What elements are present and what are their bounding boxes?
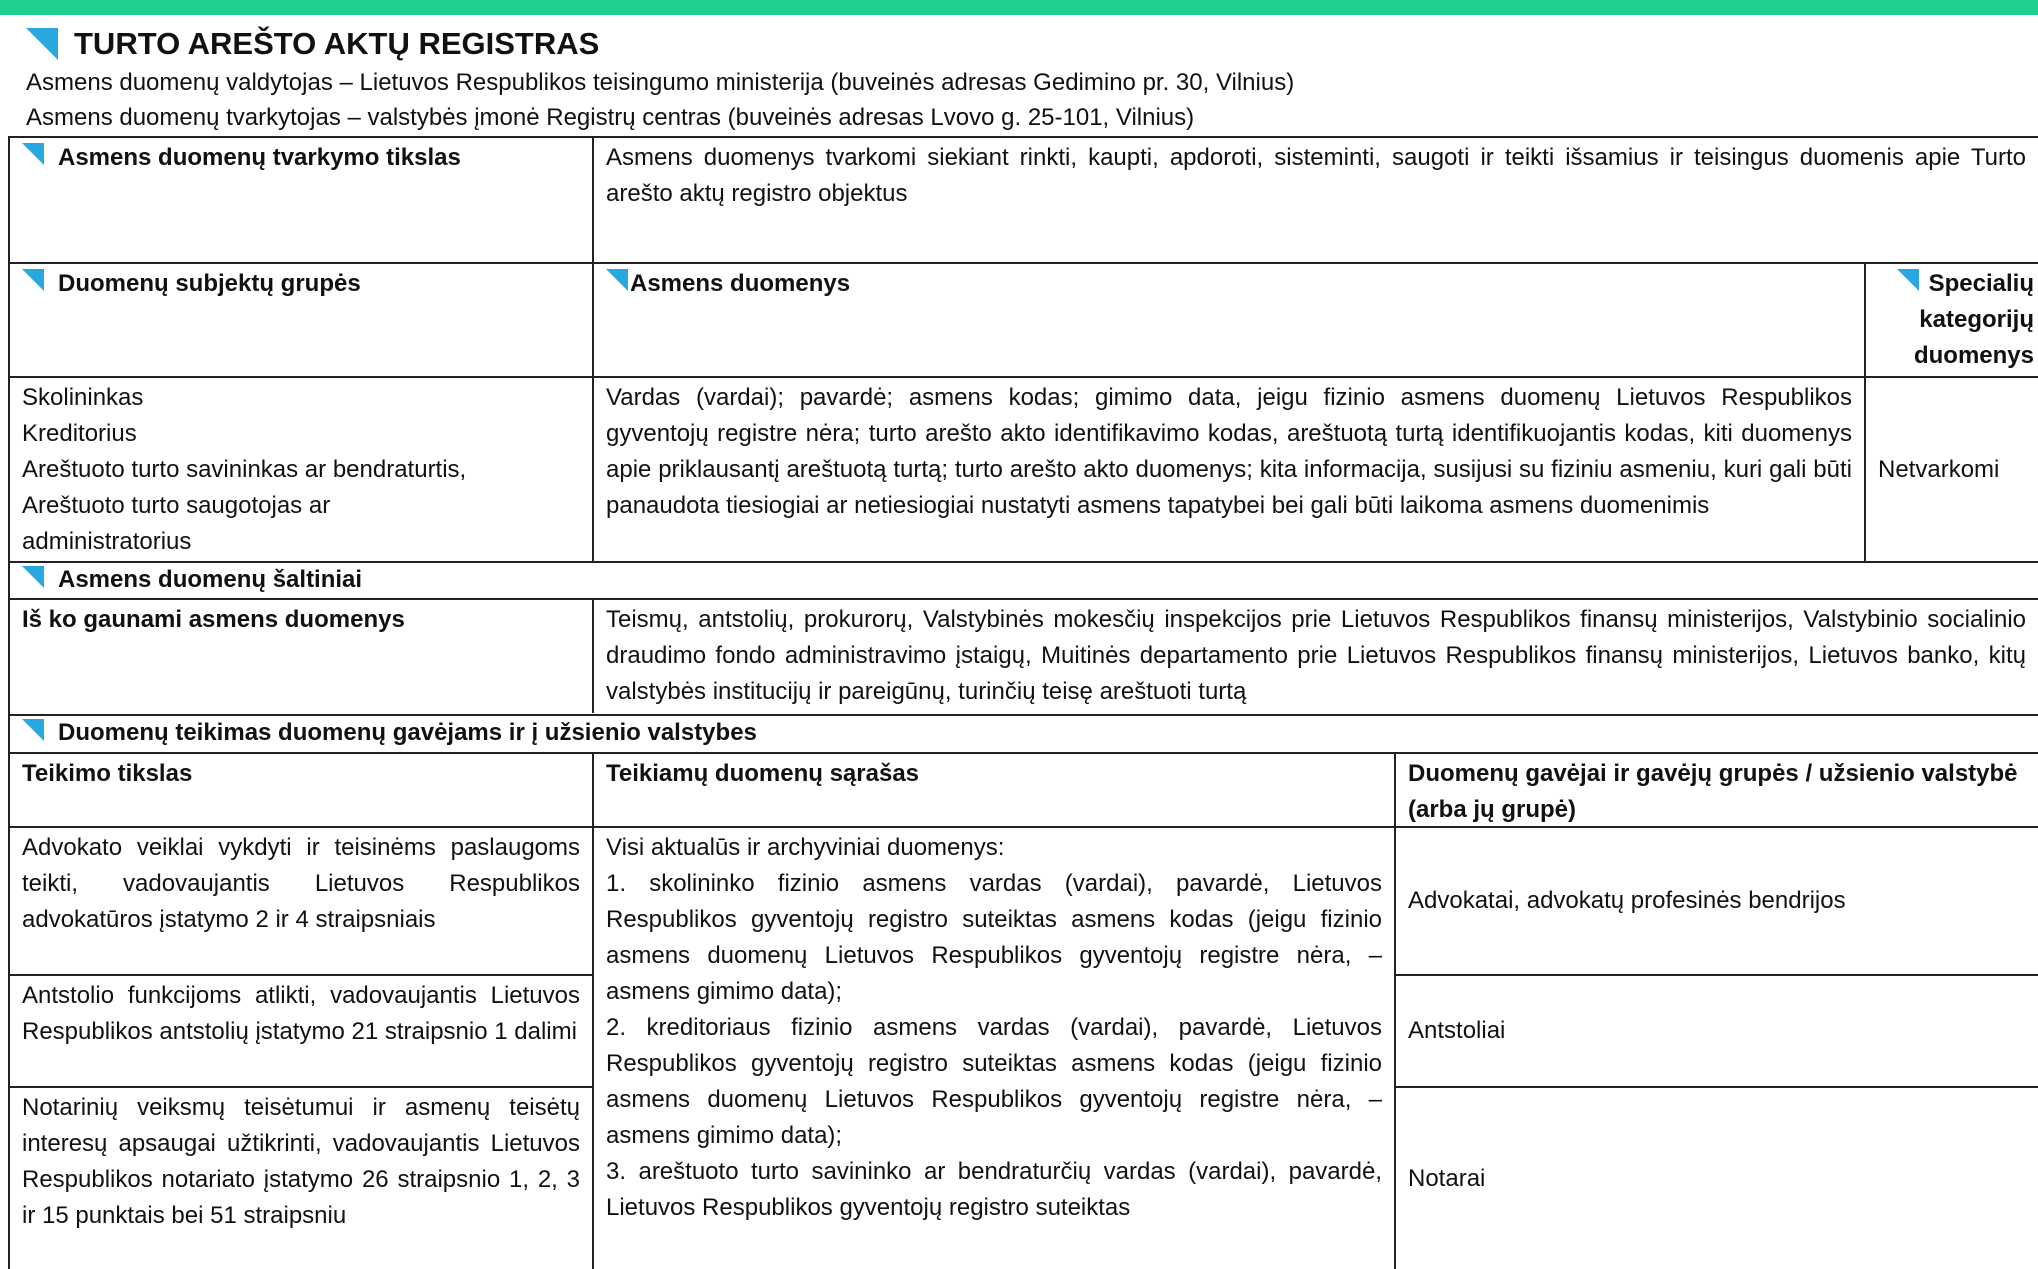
sources-section-header: [10, 563, 2038, 598]
corner-triangle-icon: [22, 269, 44, 291]
recipient-cell: [1396, 1088, 2038, 1269]
data-list-item: 2. kreditoriaus fizinio asmens vardas (vardai), pavardė, Lietuvos Respublikos gyventojų registro suteiktas asmens kodas (jeigu fizinio asmens duomenų Lietuvos Respublikos gyventojų registre nėra, – asmens gimimo data);: [606, 1014, 1382, 1149]
processor-line: Asmens duomenų tvarkytojas – valstybės įmonė Registrų centras (buveinės adresas Lvovo g. 25-101, Vilnius): [26, 104, 1195, 131]
provision-purpose-row: Antstolio funkcijoms atlikti, vadovaujantis Lietuvos Respublikos antstolių įstatymo 21 straipsnio 1 dalimi: [22, 982, 580, 1045]
purpose-label-cell: [10, 138, 592, 262]
subject-group-item: Kreditorius: [22, 420, 137, 447]
corner-triangle-icon: [26, 28, 58, 60]
purpose-text: Asmens duomenys tvarkomi siekiant rinkti, kaupti, apdoroti, sisteminti, saugoti ir teikti išsamius ir teisingus duomenis apie Turto arešto aktų registro objektus: [606, 144, 2026, 207]
data-list-intro: Visi aktualūs ir archyviniai duomenys:: [606, 834, 1005, 861]
document-title-row: [26, 26, 599, 62]
sources-section-title: Asmens duomenų šaltiniai: [58, 566, 363, 593]
provision-recipients-header: Duomenų gavėjai ir gavėjų grupės / užsienio valstybė (arba jų grupė): [1408, 760, 2018, 823]
recipient-text: Advokatai, advokatų profesinės bendrijos: [1408, 887, 1846, 914]
personal-data-header: Asmens duomenys: [630, 270, 851, 297]
sources-text: Teismų, antstolių, prokurorų, Valstybinės mokesčių inspekcijos prie Lietuvos Respublikos finansų ministerijos, Valstybinio socialinio draudimo fondo administravimo įstaigų, Muitinės departamento prie Lietuvos Respublikos finansų ministerijos, Lietuvos banko, kitų valstybės institucijų ir pareigūnų, turinčių teisę areštuoti turtą: [606, 606, 2026, 705]
provision-section-title: Duomenų teikimas duomenų gavėjams ir į užsienio valstybes: [58, 719, 757, 746]
personal-data-text: Vardas (vardai); pavardė; asmens kodas; gimimo data, jeigu fizinio asmens duomenų Lietuvos Respublikos gyventojų registre nėra; turto arešto akto identifikavimo kodas, areštuotą turtą identifikuojantis kodas, kiti duomenys apie priklausantį areštuotą turtą; turto arešto akto duomenys; kita informacija, susijusi su fiziniu asmeniu, kuri gali būti panaudota tiesiogiai ar netiesiogiai nustatyti asmens tapatybei bei gali būti laikoma asmens duomenimis: [606, 384, 1852, 519]
provision-purpose-row: Advokato veiklai vykdyti ir teisinėms paslaugoms teikti, vadovaujantis Lietuvos Respublikos advokatūros įstatymo 2 ir 4 straipsniais: [22, 834, 580, 933]
special-categories-header: Specialių kategorijų duomenys: [1913, 270, 2034, 369]
special-categories-value: [1866, 378, 2038, 561]
subject-groups-list: [10, 378, 592, 561]
corner-triangle-icon: [22, 719, 44, 741]
corner-triangle-icon: [22, 143, 44, 165]
top-accent-bar: [0, 0, 2038, 15]
recipient-text: Notarai: [1408, 1164, 1486, 1192]
purpose-label: Asmens duomenų tvarkymo tikslas: [58, 144, 461, 171]
subjects-header-cell: [10, 264, 592, 376]
special-categories-text: Netvarkomi: [1878, 455, 2000, 483]
subject-group-item: Areštuoto turto savininkas ar bendraturtis,: [22, 456, 467, 483]
data-list-item: 1. skolininko fizinio asmens vardas (vardai), pavardė, Lietuvos Respublikos gyventojų registro suteiktas asmens kodas (jeigu fizinio asmens duomenų Lietuvos Respublikos gyventojų registre nėra, – asmens gimimo data);: [606, 870, 1382, 1005]
corner-triangle-icon: [606, 269, 628, 291]
provision-section-header: [10, 716, 2038, 752]
personal-data-header-cell: [594, 264, 1864, 376]
subject-group-item: Skolininkas: [22, 384, 144, 411]
provision-data-header: Teikiamų duomenų sąrašas: [606, 760, 920, 787]
subjects-header: Duomenų subjektų grupės: [58, 270, 361, 297]
controller-line: Asmens duomenų valdytojas – Lietuvos Respublikos teisingumo ministerija (buveinės adresas Gedimino pr. 30, Vilnius): [26, 69, 1295, 96]
provision-purpose-row: Notarinių veiksmų teisėtumui ir asmenų teisėtų interesų apsaugai užtikrinti, vadovaujantis Lietuvos Respublikos notariato įstatymo 26 straipsnio 1, 2, 3 ir 15 punktais bei 51 straipsniu: [22, 1094, 580, 1229]
special-categories-header-cell: [1866, 264, 2038, 376]
recipient-cell: [1396, 976, 2038, 1086]
subject-group-item: administratorius: [22, 528, 192, 555]
provision-purpose-header: Teikimo tikslas: [22, 760, 193, 787]
corner-triangle-icon: [22, 566, 44, 588]
provision-data-list: [594, 828, 1394, 1269]
document-title: TURTO AREŠTO AKTŲ REGISTRAS: [74, 26, 600, 61]
sources-label: Iš ko gaunami asmens duomenys: [22, 606, 405, 633]
subject-group-item: Areštuoto turto saugotojas ar: [22, 492, 331, 519]
data-list-item: 3. areštuoto turto savininko ar bendraturčių vardas (vardai), pavardė, Lietuvos Respublikos gyventojų registro suteiktas: [606, 1158, 1382, 1221]
recipient-cell: [1396, 828, 2038, 974]
recipient-text: Antstoliai: [1408, 1017, 1506, 1044]
corner-triangle-icon: [1897, 269, 1919, 291]
